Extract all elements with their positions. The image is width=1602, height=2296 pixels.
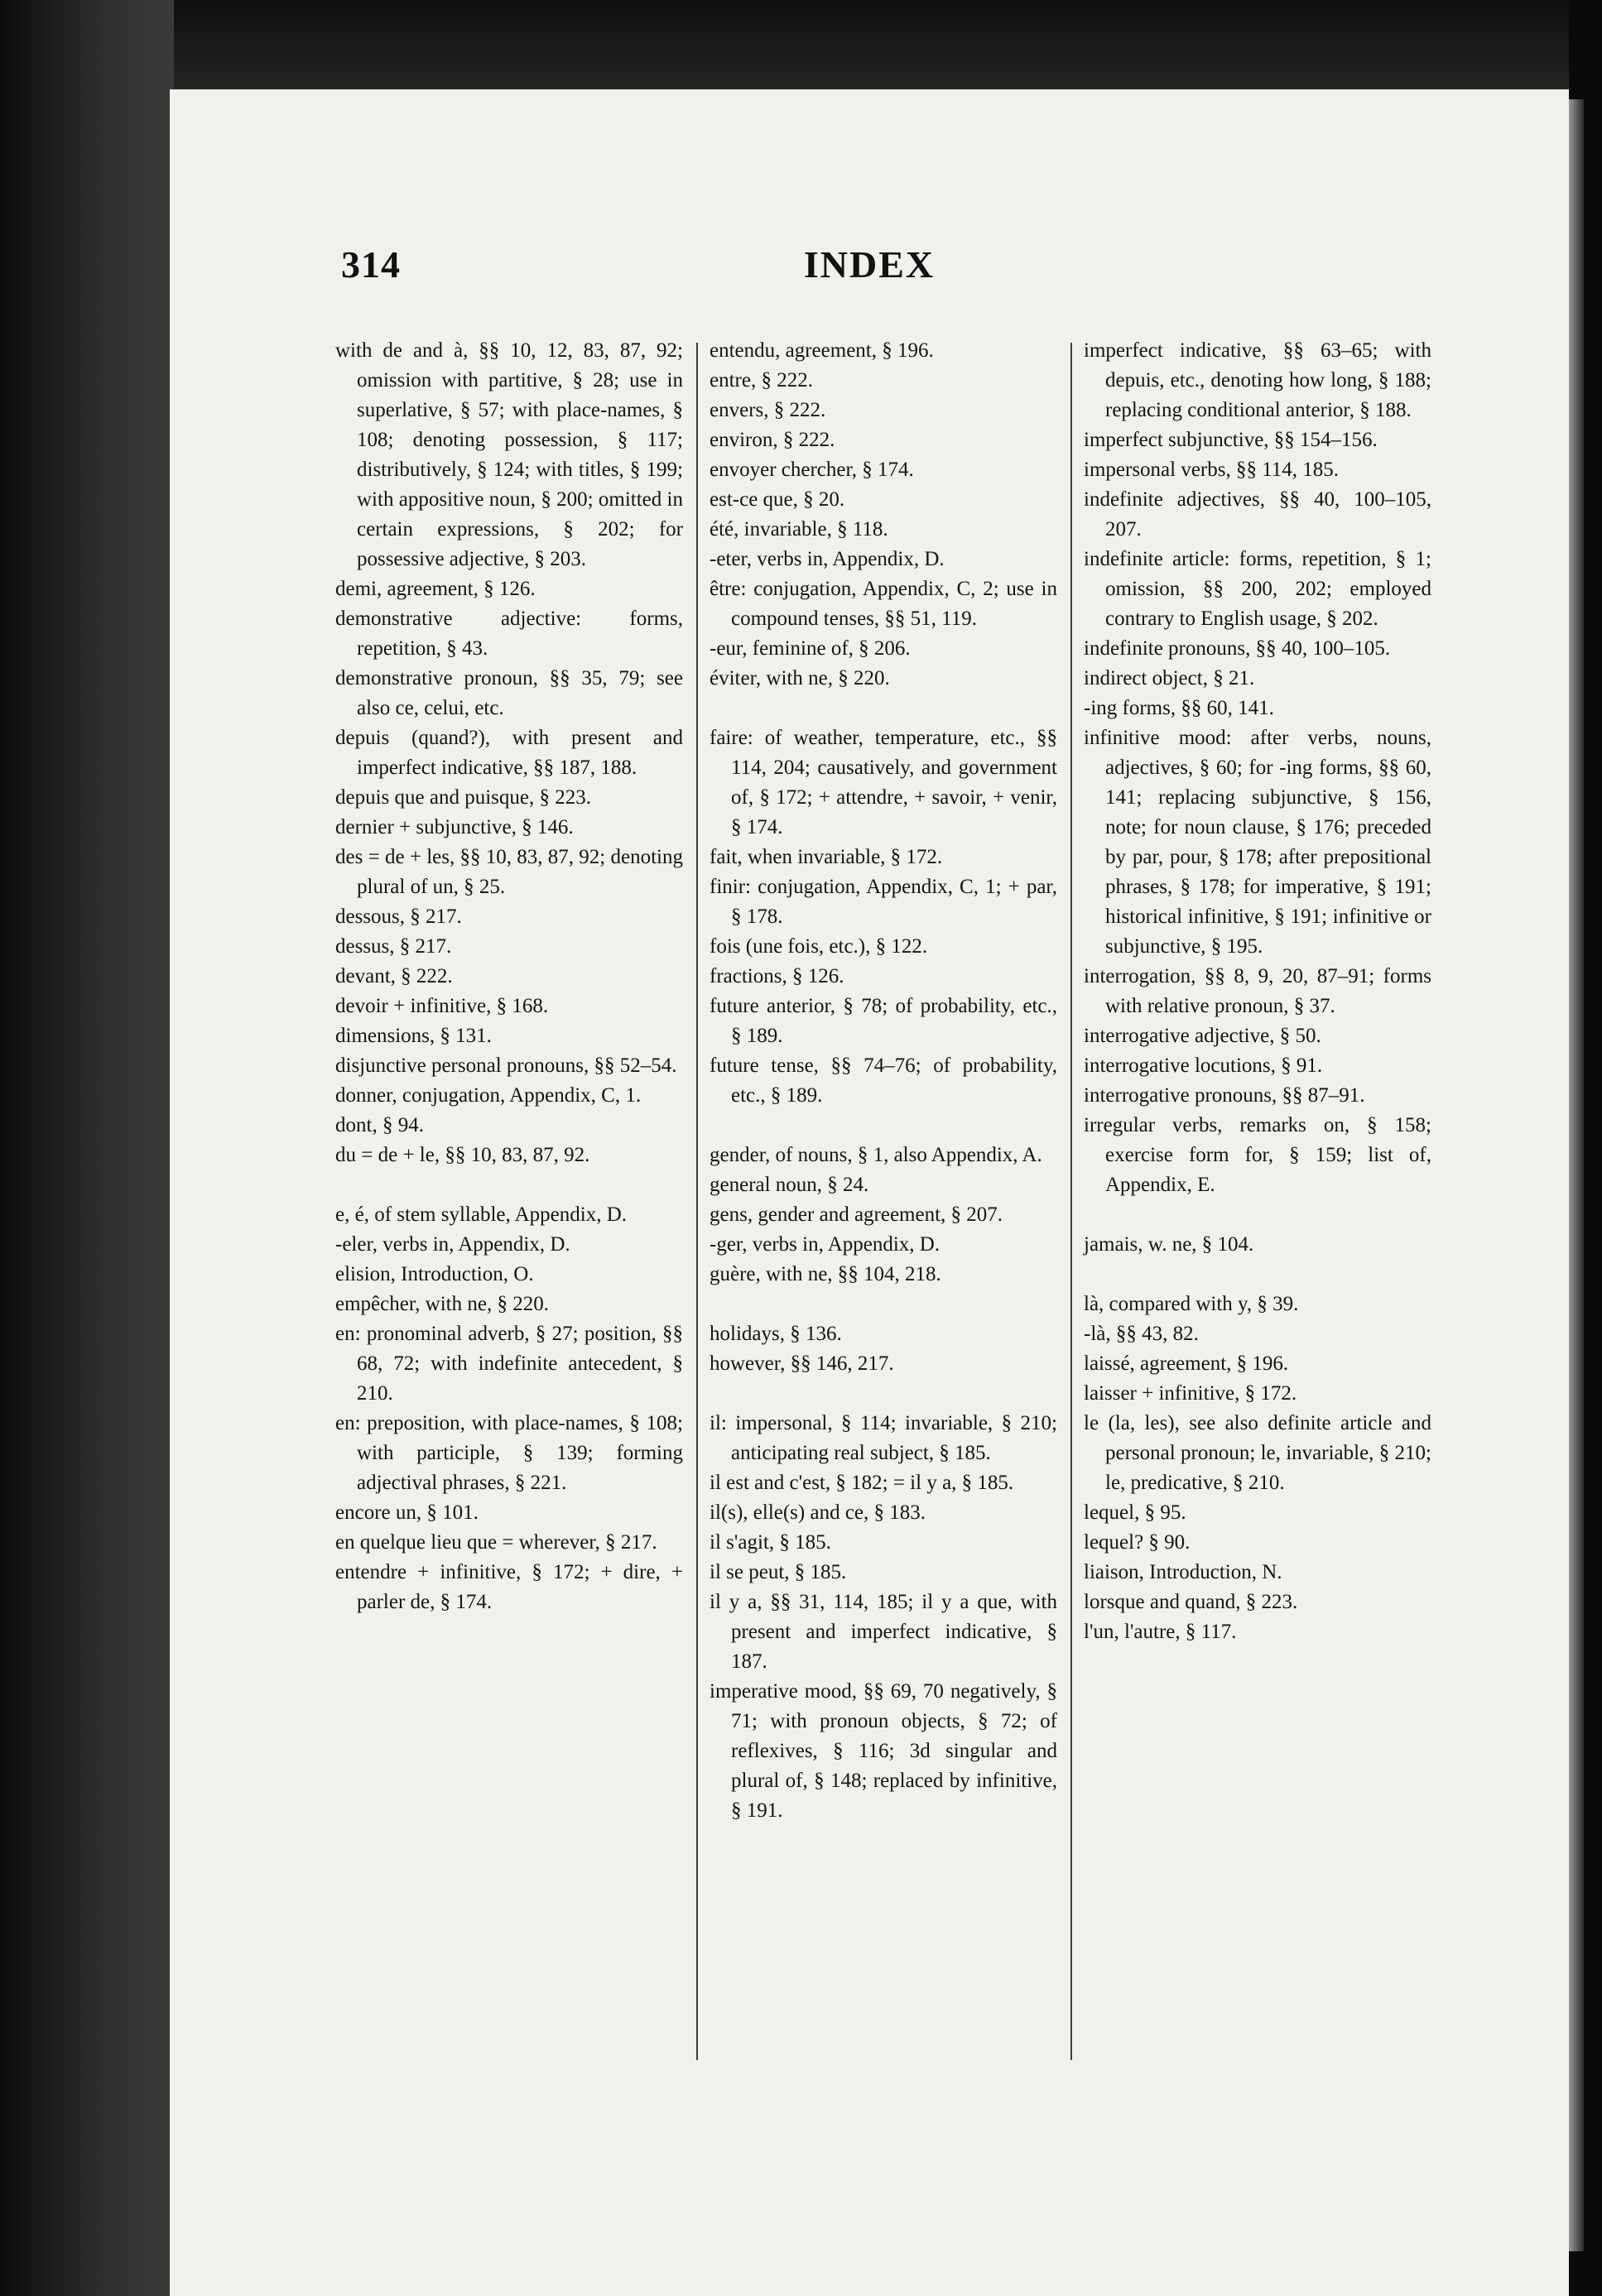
index-entry: dimensions, § 131. — [335, 1025, 492, 1047]
index-entry: liaison, Introduction, N. — [1084, 1561, 1282, 1583]
index-entry: l'un, l'autre, § 117. — [1084, 1621, 1237, 1643]
index-entry: jamais, w. ne, § 104. — [1084, 1233, 1254, 1256]
index-entry: être: conjugation, Appendix, C, 2; use in compound tenses, §§ 51, 119. — [710, 578, 1057, 630]
index-entry: du = de + le, §§ 10, 83, 87, 92. — [335, 1144, 590, 1166]
index-column-3 — [1084, 336, 1431, 2157]
index-entry: devant, § 222. — [335, 965, 453, 987]
index-entry: il est and c'est, § 182; = il y a, § 185. — [710, 1472, 1014, 1494]
index-entry: laisser + infinitive, § 172. — [1084, 1382, 1297, 1405]
index-entry: e, é, of stem syllable, Appendix, D. — [335, 1203, 628, 1226]
index-entry: -ing forms, §§ 60, 141. — [1084, 697, 1274, 719]
index-entry: imperfect subjunctive, §§ 154–156. — [1084, 429, 1378, 451]
index-entry: laissé, agreement, § 196. — [1084, 1352, 1289, 1375]
index-entry: été, invariable, § 118. — [710, 518, 888, 540]
index-entry: il s'agit, § 185. — [710, 1531, 831, 1554]
index-entry: however, §§ 146, 217. — [710, 1352, 894, 1375]
index-entry: demi, agreement, § 126. — [335, 578, 536, 600]
index-entry: elision, Introduction, O. — [335, 1263, 534, 1285]
index-entry: future anterior, § 78; of probability, etc., § 189. — [710, 995, 1057, 1047]
index-entry: en quelque lieu que = wherever, § 217. — [335, 1531, 657, 1554]
index-entry: envers, § 222. — [710, 399, 826, 421]
index-entry: fractions, § 126. — [710, 965, 844, 987]
index-entry: lequel? § 90. — [1084, 1531, 1191, 1554]
index-entry: le (la, les), see also definite article and personal pronoun; le, invariable, § 210; le, predicative, § 210. — [1084, 1412, 1431, 1494]
index-entry: imperative mood, §§ 69, 70 negatively, § 71; with pronoun objects, § 72; of reflexives, § 116; 3d singular and plural of, § 148; replaced by infinitive, § 191. — [710, 1680, 1057, 1822]
index-entry: indefinite article: forms, repetition, § 1; omission, §§ 200, 202; employed contrary to English usage, § 202. — [1084, 548, 1431, 630]
scan-border-top — [0, 0, 1602, 89]
page-number: 314 — [341, 243, 401, 286]
index-entry: faire: of weather, temperature, etc., §§ 114, 204; causatively, and government of, § 172; + attendre, + savoir, + venir, § 174. — [710, 727, 1057, 838]
index-entry: entre, § 222. — [710, 369, 813, 391]
index-entry: depuis que and puisque, § 223. — [335, 786, 591, 809]
index-entry: finir: conjugation, Appendix, C, 1; + par, § 178. — [710, 876, 1057, 928]
index-entry: là, compared with y, § 39. — [1084, 1293, 1299, 1315]
index-entry: empêcher, with ne, § 220. — [335, 1293, 549, 1315]
index-entry: il se peut, § 185. — [710, 1561, 847, 1583]
index-entry: interrogation, §§ 8, 9, 20, 87–91; forms with relative pronoun, § 37. — [1084, 965, 1431, 1017]
index-entry: éviter, with ne, § 220. — [710, 667, 890, 689]
index-entry: interrogative locutions, § 91. — [1084, 1054, 1323, 1077]
index-columns — [335, 336, 1436, 2240]
index-entry: lequel, § 95. — [1084, 1501, 1186, 1524]
index-entry: guère, with ne, §§ 104, 218. — [710, 1263, 941, 1285]
index-entry: lorsque and quand, § 223. — [1084, 1591, 1298, 1613]
index-entry: fait, when invariable, § 172. — [710, 846, 943, 868]
scan-border-left — [0, 0, 174, 2296]
index-entry: general noun, § 24. — [710, 1174, 869, 1196]
index-entry: imperfect indicative, §§ 63–65; with depuis, etc., denoting how long, § 188; replacing conditional anterior, § 188. — [1084, 339, 1431, 421]
running-head: INDEX — [803, 243, 936, 286]
index-entry: il(s), elle(s) and ce, § 183. — [710, 1501, 926, 1524]
index-entry: -eter, verbs in, Appendix, D. — [710, 548, 945, 570]
index-entry: with de and à, §§ 10, 12, 83, 87, 92; omission with partitive, § 28; use in superlative, § 57; with place-names, § 108; denoting possession, § 117; distributively, § 124; with titles, § 199; with appositive noun, § 200; omitted in certain expressions, § 202; for possessive adjective, § 203. — [335, 339, 683, 570]
index-entry: demonstrative pronoun, §§ 35, 79; see also ce, celui, etc. — [335, 667, 683, 719]
index-entry: dernier + subjunctive, § 146. — [335, 816, 574, 838]
index-entry: entendre + infinitive, § 172; + dire, + parler de, § 174. — [335, 1561, 683, 1613]
column-divider — [1070, 343, 1072, 2060]
index-entry: impersonal verbs, §§ 114, 185. — [1084, 459, 1340, 481]
index-entry: il y a, §§ 31, 114, 185; il y a que, with present and imperfect indicative, § 187. — [710, 1591, 1057, 1673]
index-entry: gens, gender and agreement, § 207. — [710, 1203, 1003, 1226]
index-column-2 — [710, 336, 1057, 2157]
index-entry: dont, § 94. — [335, 1114, 424, 1136]
index-entry: disjunctive personal pronouns, §§ 52–54. — [335, 1054, 677, 1077]
index-entry: interrogative adjective, § 50. — [1084, 1025, 1321, 1047]
index-entry: -eur, feminine of, § 206. — [710, 637, 911, 660]
page-edge — [1569, 99, 1584, 2251]
index-entry: -ger, verbs in, Appendix, D. — [710, 1233, 941, 1256]
index-entry: holidays, § 136. — [710, 1323, 842, 1345]
index-entry: indefinite pronouns, §§ 40, 100–105. — [1084, 637, 1391, 660]
index-entry: devoir + infinitive, § 168. — [335, 995, 549, 1017]
index-entry: dessus, § 217. — [335, 935, 452, 958]
index-entry: depuis (quand?), with present and imperfect indicative, §§ 187, 188. — [335, 727, 683, 779]
index-entry: est-ce que, § 20. — [710, 488, 845, 511]
index-entry: irregular verbs, remarks on, § 158; exercise form for, § 159; list of, Appendix, E. — [1084, 1114, 1431, 1196]
index-entry: interrogative pronouns, §§ 87–91. — [1084, 1084, 1365, 1107]
index-entry: en: preposition, with place-names, § 108; with participle, § 139; forming adjectival phrases, § 221. — [335, 1412, 683, 1494]
index-entry: -eler, verbs in, Appendix, D. — [335, 1233, 570, 1256]
index-entry: il: impersonal, § 114; invariable, § 210; anticipating real subject, § 185. — [710, 1412, 1057, 1464]
index-entry: encore un, § 101. — [335, 1501, 479, 1524]
index-entry: infinitive mood: after verbs, nouns, adjectives, § 60; for -ing forms, §§ 60, 141; replacing subjunctive, § 156, note; for noun clause, § 176; preceded by par, pour, § 178; after prepositional phrases, § 178; for imperative, § 191; historical infinitive, § 191; infinitive or subjunctive, § 195. — [1084, 727, 1431, 958]
index-entry: envoyer chercher, § 174. — [710, 459, 914, 481]
index-entry: en: pronominal adverb, § 27; position, §§ 68, 72; with indefinite antecedent, § 210. — [335, 1323, 683, 1405]
column-divider — [696, 343, 698, 2060]
index-entry: gender, of nouns, § 1, also Appendix, A. — [710, 1144, 1042, 1166]
index-entry: -là, §§ 43, 82. — [1084, 1323, 1199, 1345]
index-entry: des = de + les, §§ 10, 83, 87, 92; denoting plural of un, § 25. — [335, 846, 683, 898]
index-entry: entendu, agreement, § 196. — [710, 339, 934, 362]
index-entry: donner, conjugation, Appendix, C, 1. — [335, 1084, 642, 1107]
index-entry: demonstrative adjective: forms, repetition, § 43. — [335, 608, 683, 660]
book-page — [170, 89, 1569, 2296]
index-entry: environ, § 222. — [710, 429, 835, 451]
index-entry: indirect object, § 21. — [1084, 667, 1255, 689]
index-entry: future tense, §§ 74–76; of probability, etc., § 189. — [710, 1054, 1057, 1107]
index-entry: fois (une fois, etc.), § 122. — [710, 935, 928, 958]
index-column-1 — [335, 336, 683, 2157]
index-entry: dessous, § 217. — [335, 905, 462, 928]
index-entry: indefinite adjectives, §§ 40, 100–105, 207. — [1084, 488, 1431, 540]
